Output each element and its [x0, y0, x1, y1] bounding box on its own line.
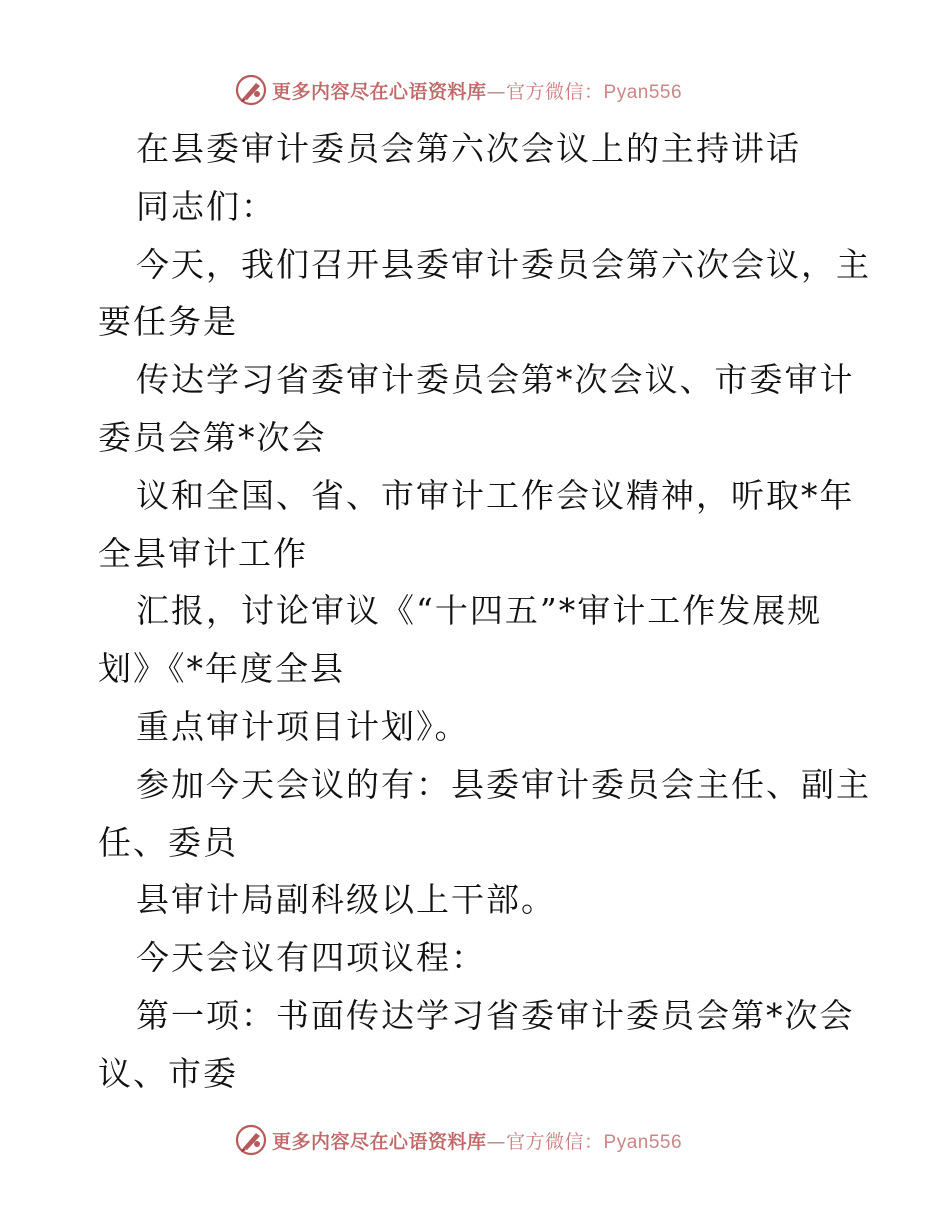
salutation: 同志们： — [136, 186, 276, 226]
paragraph-line: 汇报，讨论审议《“十四五”*审计工作发展规 — [136, 591, 823, 631]
quill-pen-logo-icon — [234, 73, 268, 107]
header-banner — [234, 72, 682, 108]
banner-text — [272, 1127, 682, 1154]
paragraph-line: 委员会第*次会 — [98, 417, 327, 457]
paragraph-line: 第一项：书面传达学习省委审计委员会第*次会 — [136, 995, 855, 1035]
document-body — [98, 120, 871, 1103]
banner-wechat-label: 官方微信： — [506, 1130, 604, 1153]
banner-main-text: 更多内容尽在心语资料库 — [272, 80, 487, 103]
quill-pen-logo-icon — [234, 1123, 268, 1157]
paragraph-line: 今天会议有四项议程： — [136, 938, 486, 978]
banner-dash: — — [486, 80, 507, 103]
banner-text — [272, 77, 682, 104]
paragraph-line: 县审计局副科级以上干部。 — [136, 880, 556, 920]
paragraph-line: 任、委员 — [98, 822, 238, 862]
banner-wechat-id: Pyan556 — [603, 1131, 683, 1153]
banner-wechat-label: 官方微信： — [506, 80, 604, 103]
paragraph-line: 议和全国、省、市审计工作会议精神，听取*年 — [136, 475, 855, 515]
document-title: 在县委审计委员会第六次会议上的主持讲话 — [136, 129, 801, 168]
paragraph-line: 划》《*年度全县 — [98, 649, 345, 689]
paragraph-line: 重点审计项目计划》。 — [136, 706, 470, 746]
banner-wechat-id: Pyan556 — [603, 81, 683, 103]
paragraph-line: 参加今天会议的有：县委审计委员会主任、副主 — [136, 764, 871, 804]
paragraph-line: 全县审计工作 — [98, 533, 308, 573]
banner-dash: — — [486, 1130, 507, 1153]
banner-main-text: 更多内容尽在心语资料库 — [272, 1130, 487, 1153]
footer-banner — [234, 1122, 682, 1158]
paragraph-line: 议、市委 — [98, 1053, 238, 1093]
paragraph-line: 今天，我们召开县委审计委员会第六次会议，主 — [136, 244, 871, 284]
paragraph-line: 要任务是 — [98, 302, 238, 342]
paragraph-line: 传达学习省委审计委员会第*次会议、市委审计 — [136, 360, 855, 400]
